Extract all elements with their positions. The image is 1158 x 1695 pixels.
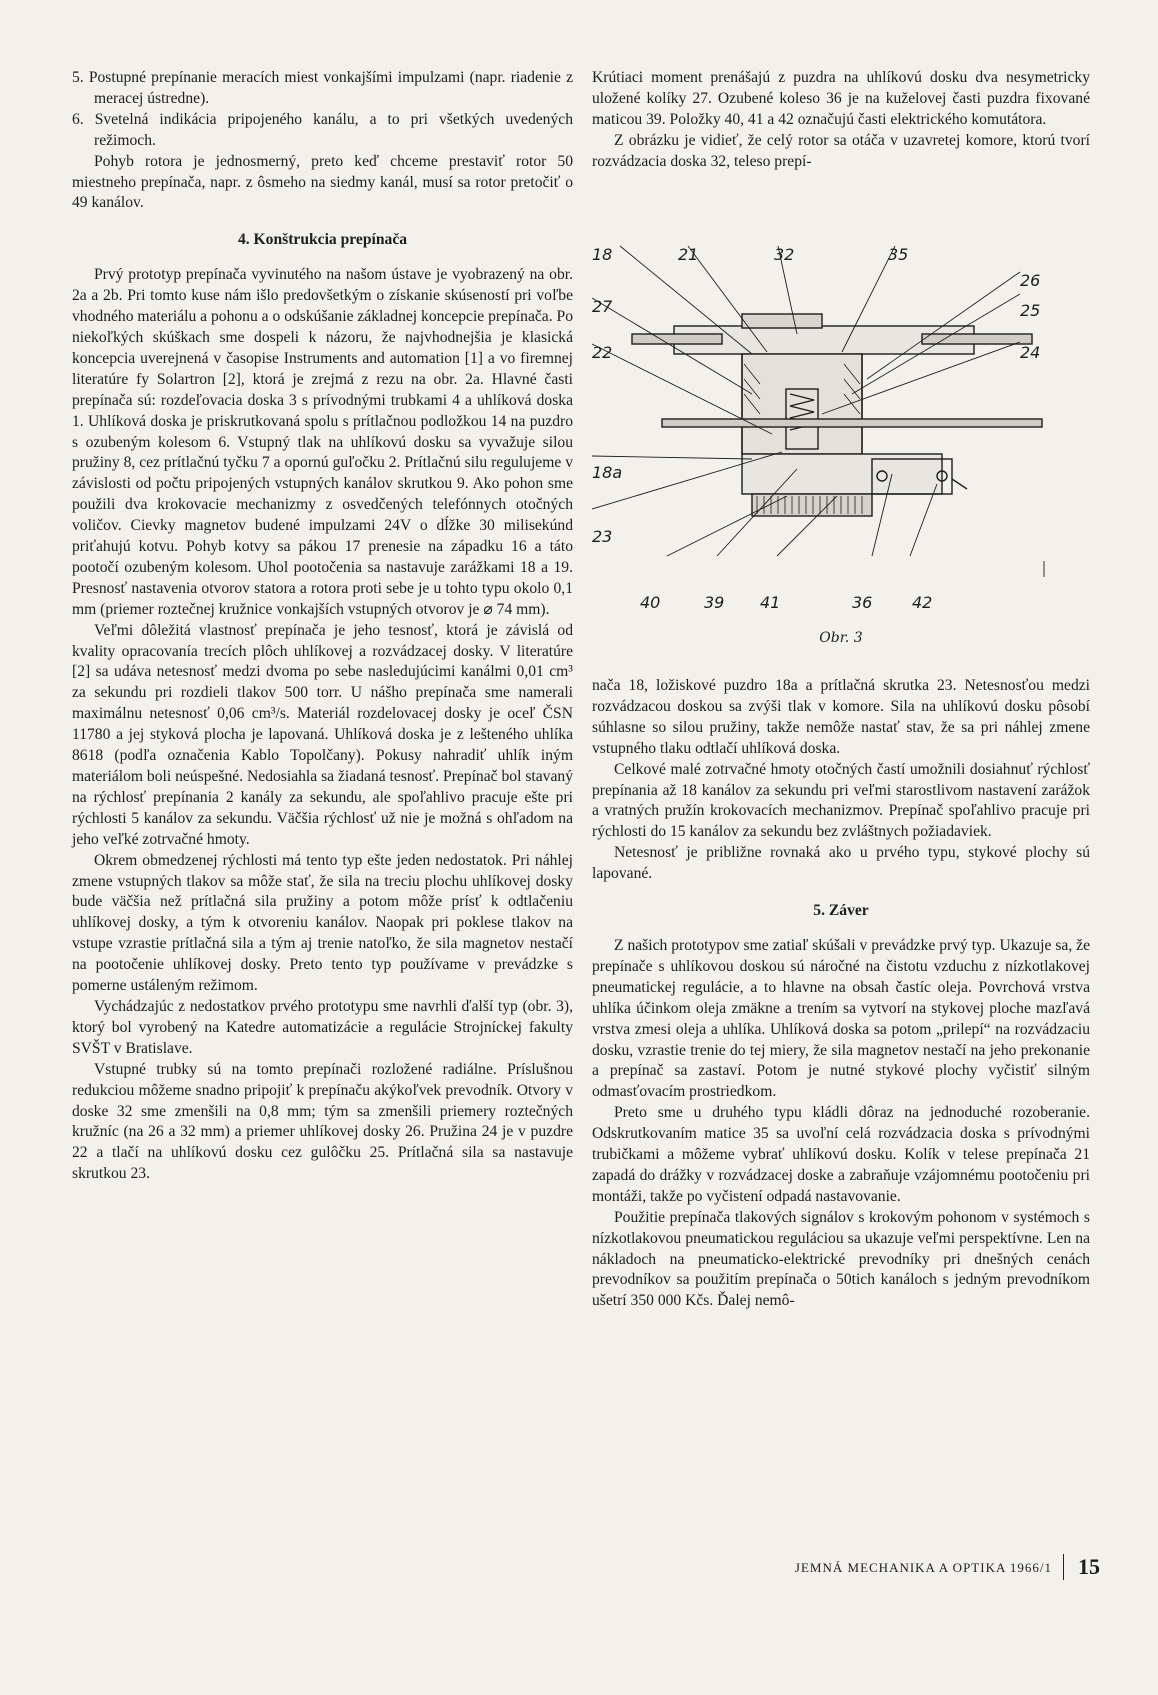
- list-item: 5. Postupné prepínanie meracích miest vonkajšími impulzami (napr. riadenie z meracej ústredne).: [72, 69, 573, 107]
- label-23: 23: [592, 527, 613, 546]
- paragraph: Z našich prototypov sme zatiaľ skúšali v prevádzke prvý typ. Ukazuje sa, že prepínače s uhlíkovou doskou sú náročné na čistotu vzduchu z nízkotlakovej pneumatickej regulácie, a to hlavne na obsah častíc oleja. Povrchová vrstva uhlíka účinkom oleja zmäkne a trením sa vytvorí na stykovej ploche mazľavá vrstva zmesi oleja a uhlíka. Uhlíková doska sa potom „prilepí“ na rozvádzaciu dosku, vzrastie trenie do tej miery, že sila magnetov nestačí na jeho prekonanie a prepínač sa zastaví. Potom je nutné stykové plochy vyčistiť silným odmasťovacím prostriedkom.: [592, 936, 1090, 1101]
- section-heading: 4. Konštrukcia prepínača: [237, 231, 408, 249]
- cross-section-drawing: [592, 234, 1090, 634]
- list-item: 6. Svetelná indikácia pripojeného kanálu, a to pri všetkých uvedených režimoch.: [72, 110, 573, 149]
- paragraph: nača 18, ložiskové puzdro 18a a prítlačná skrutka 23. Netesnosťou medzi rozvádzacou doskou sa zvýši tlak v komore. Sila na uhlíkovú dosku pôsobí súhlasne so silou pružiny, takže nemôže nastať stav, že sa pri náhlej zmene vstupného tlaku odtlačí uhlíková doska.: [592, 677, 1090, 757]
- paragraph: Z obrázku je vidieť, že celý rotor sa otáča v uzavretej komore, ktorú tvorí rozvádzacia doska 32, teleso prepí-: [592, 131, 1090, 170]
- journal-name: JEMNÁ MECHANIKA A OPTIKA 1966/1: [794, 1560, 1052, 1575]
- paragraph: Vychádzajúc z nedostatkov prvého prototypu sme navrhli ďalší typ (obr. 3), ktorý bol vyrobený na Katedre automatizácie a regulácie Strojníckej fakulty SVŠT v Bratislave.: [72, 997, 573, 1057]
- paragraph: Pohyb rotora je jednosmerný, preto keď chceme prestaviť rotor 50 miestneho prepínača, napr. z ôsmeho na siedmy kanál, musí sa rotor pretočiť o 49 kanálov.: [72, 152, 573, 212]
- label-27: 27: [592, 297, 613, 316]
- label-36: 36: [852, 593, 873, 612]
- label-25: 25: [1020, 301, 1041, 320]
- right-column-bottom: [592, 676, 1090, 1312]
- paragraph: Prvý prototyp prepínača vyvinutého na našom ústave je vyobrazený na obr. 2a a 2b. Pri tomto kuse nám išlo predovšetkým o získanie skúseností pri voľbe vhodného materiálu a pohonu a o odskúšanie základnej koncepcie prepínača. Po niekoľkých skúškach sme dospeli k názoru, že najvhodnejšia je klasická koncepcia uverejnená v časopise Instruments and automation [1] a vo firemnej literatúre fy Solartron [2], ktorá je zrejmá z rezu na obr. 2a. Hlavné časti prepínača sú: rozdeľovacia doska 3 s prívodnými trubkami 4 a uhlíková doska 1. Uhlíková doska je priskrutkovaná spolu s prítlačnou podložkou 14 na puzdro s ozubeným kolesom 6. Vstupný tlak na uhlíkovú dosku sa vyvažuje silou pružiny 8, cez prítlačnú tyčku 7 a opornú guľočku 2. Prítlačnú silu regulujeme v závislosti od počtu pripojených vstupných kanálov skrutkou 9. Ako pohon sme použili dva krokovacie mechanizmy z osvedčených telefónnych otočných voličov. Cievky magnetov budené impulzami 24V o dĺžke 30 milisekúnd priťahujú kotvu. Pohyb kotvy sa pákou 17 prenesie na západku 16 a táto pootočí ozubeným kolesom. Uhol pootočenia sa nastavuje zarážkami 18 a 19. Presnosť nastavenia otvorov statora a rotora proti sebe je u tohto typu okolo 0,1 mm (priemer roztečnej kružnice vonkajších vstupných otvorov je ⌀ 74 mm).: [72, 266, 573, 618]
- label-21: 21: [678, 245, 699, 264]
- paragraph: Okrem obmedzenej rýchlosti má tento typ ešte jeden nedostatok. Pri náhlej zmene vstupných tlakov sa môže stať, že sila na treciu plochu uhlíkovej dosky bude väčšia než prítlačná sila pružiny a potom môže prísť k odtlačeniu uhlíkovej dosky, a tým k otvoreniu kanálov. Naopak pri poklese tlakov na vstupe vzrastie prítlačná sila a tým aj trenie natoľko, že sila magnetov nestačí na pootočenie uhlíkovej dosky. Preto tento typ používame v prevádzke s pomerne ustáleným režimom.: [72, 851, 573, 995]
- figure-obr-3: [592, 234, 1090, 652]
- paragraph: Veľmi dôležitá vlastnosť prepínača je jeho tesnosť, ktorá je závislá od kvality opracovanía trecích plôch uhlíkovej a rozvádzacej dosky. V literatúre [2] sa udáva netesnosť medzi dvoma po sebe nasledujúcimi kanálmi 0,01 cm³ za sekundu pri rozdieli tlakov 500 torr. U nášho prepínača sme namerali maximálnu netesnosť 0,06 cm³/s. Materiál rozdelovacej dosky je oceľ ČSN 11780 a jej styková plocha je lapovaná. Uhlíková doska je z lešteného uhlíka 8618 (podľa označenia Kablo Topolčany). Pokusy nahradiť uhlík iným materiálom boli neúspešné. Nedosiahla sa žiadaná tesnosť. Prepínač bol stavaný na rýchlosť prepínania 2 kanály za sekundu, ale spoľahlivo pracuje ešte pri rýchlosti 5 kanálov za sekundu. Väčšia rýchlosť už nie je možná s ohľadom na jeho veľké zotrvačné hmoty.: [72, 621, 573, 848]
- paragraph: Použitie prepínača tlakových signálov s krokovým pohonom v systémoch s nízkotlakovou pneumatickou reguláciou sa ukazuje veľmi perspektívne. Len na nákladoch na pneumaticko-elektrické prevodníky pri dnešných cenách prevodníkov sa použitím prepínača o 50tich kanáloch s jedným prevodníkom ušetrí 350 000 Kčs. Ďalej nemô-: [592, 1208, 1090, 1310]
- paragraph: Celkové malé zotrvačné hmoty otočných častí umožnili dosiahnuť rýchlosť prepínania až 18 kanálov za sekundu pri veľmi starostlivom nastavení zarážok a vratných pružín krokovacích mechanizmov. Prepínač spoľahlivo pracuje pri rýchlosti do 15 kanálov za sekundu bez zvláštnych požiadaviek.: [592, 760, 1090, 841]
- paragraph: Preto sme u druhého typu kládli dôraz na jednoduché rozoberanie. Odskrutkovaním matice 35 sa uvoľní celá rozvádzacia doska s prívodnými trubičkami a môžeme vybrať uhlíkovú dosku. Kolík v telese prepínača 21 zapadá do drážky v rozvádzacej doske a zabraňuje vzájomnému pootočeniu pri montáži, takže po vyčistení odpadá nastavovanie.: [592, 1104, 1090, 1205]
- page-number: 15: [1078, 1554, 1100, 1579]
- footer-divider: [1063, 1554, 1064, 1580]
- label-24: 24: [1020, 343, 1041, 362]
- label-18: 18: [592, 245, 613, 264]
- label-39: 39: [704, 593, 725, 612]
- label-32: 32: [774, 245, 795, 264]
- label-35: 35: [888, 245, 909, 264]
- figure-caption: Obr. 3: [819, 630, 863, 646]
- page-footer: [760, 1554, 1100, 1584]
- label-41: 41: [760, 593, 781, 612]
- label-26: 26: [1020, 271, 1041, 290]
- label-22: 22: [592, 343, 613, 362]
- paragraph: Vstupné trubky sú na tomto prepínači rozložené radiálne. Príslušnou redukciou môžeme snadno pripojiť k prepínaču akýkoľvek prevodník. Otvory v doske 32 sme zmenšili na 0,8 mm; tým sa zmenšili priemery roztečných kružníc (na 26 a 32 mm) a priemer uhlíkovej dosky 26. Pružina 24 je v puzdre 22 a tlačí na uhlíkovú dosku cez gulôčku 25. Prítlačná sila sa nastavuje skrutkou 23.: [72, 1060, 573, 1183]
- label-18a: 18a: [592, 463, 623, 482]
- paragraph: Netesnosť je približne rovnaká ako u prvého typu, stykové plochy sú lapované.: [592, 844, 1090, 883]
- label-40: 40: [640, 593, 661, 612]
- section-heading: 5. Záver: [813, 902, 869, 920]
- paragraph: Krútiaci moment prenášajú z puzdra na uhlíkovú dosku dva nesymetricky uložené kolíky 27. Ozubené koleso 36 je na kuželovej časti puzdra fixované maticou 39. Položky 40, 41 a 42 označujú časti elektrického komutátora.: [592, 69, 1090, 128]
- left-column: [72, 68, 573, 1185]
- right-column-top: [592, 68, 1090, 173]
- label-42: 42: [912, 593, 933, 612]
